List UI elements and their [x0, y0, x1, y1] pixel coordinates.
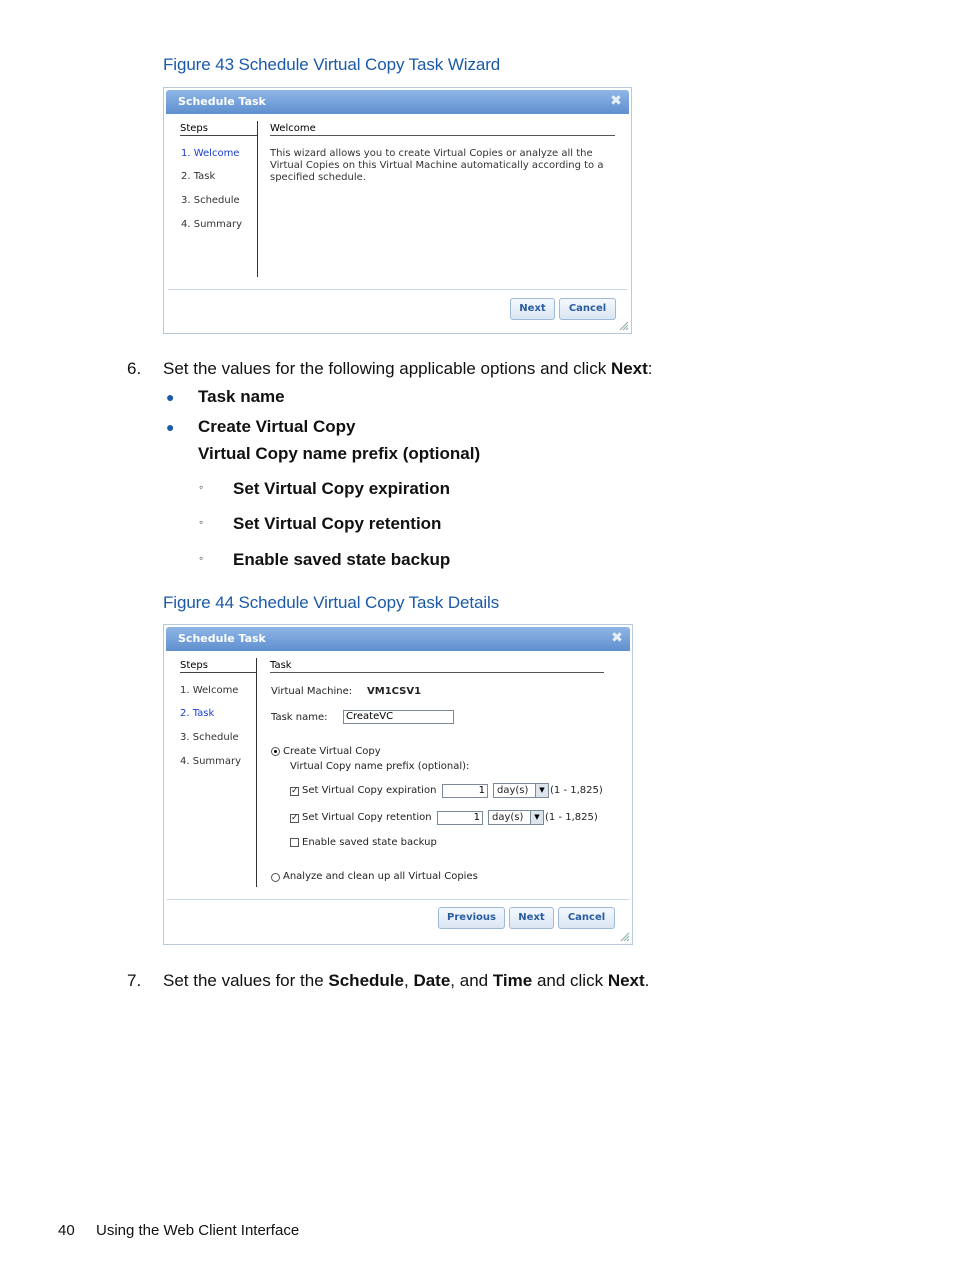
close-icon[interactable]: ✖: [610, 93, 622, 109]
previous-button[interactable]: Previous: [438, 907, 505, 929]
panel-header: Task: [270, 660, 604, 673]
step-7-number: 7.: [127, 971, 142, 990]
sub-expiration-text: Set Virtual Copy expiration: [233, 479, 450, 498]
dialog-title: Schedule Task: [178, 95, 266, 108]
footer-section: Using the Web Client Interface: [96, 1222, 300, 1239]
bullet-icon: ●: [166, 419, 175, 435]
welcome-text-line2: Virtual Copies on this Virtual Machine automatically according to a: [270, 160, 604, 171]
steps-header: Steps: [180, 660, 256, 673]
expiration-checkbox[interactable]: ✓: [291, 786, 299, 796]
cancel-button[interactable]: Cancel: [558, 907, 615, 929]
vm-label: Virtual Machine:: [271, 686, 353, 697]
step-task[interactable]: 2. Task: [180, 708, 215, 719]
step-welcome[interactable]: 1. Welcome: [180, 685, 239, 696]
resize-grip-icon[interactable]: [619, 321, 629, 331]
schedule-task-dialog-welcome: [163, 87, 632, 334]
step-welcome[interactable]: 1. Welcome: [181, 148, 240, 159]
bullet-task-name-text: Task name: [198, 387, 285, 406]
step-6-next: Next: [610, 359, 648, 378]
vm-value: VM1CSV1: [367, 686, 422, 697]
task-name-label: Task name:: [271, 712, 328, 723]
dropdown-arrow-icon[interactable]: ▼: [530, 811, 543, 824]
create-vc-radio[interactable]: [271, 747, 280, 756]
task-name-input[interactable]: CreateVC: [343, 710, 454, 724]
footer-divider: [168, 289, 627, 290]
steps-divider: [257, 121, 258, 277]
next-button[interactable]: Next: [510, 298, 555, 320]
bullet-icon: ●: [166, 389, 175, 405]
expiration-unit-select[interactable]: [493, 783, 549, 798]
close-icon[interactable]: ✖: [611, 630, 623, 646]
step-schedule[interactable]: 3. Schedule: [181, 195, 240, 206]
sub-retention: [233, 514, 441, 534]
expiration-input[interactable]: 1: [442, 784, 488, 798]
bullet-create-vc: [198, 417, 355, 437]
step-7-schedule: Schedule: [328, 971, 404, 990]
retention-range: (1 - 1,825): [545, 812, 598, 823]
bullet-create-vc-sub-text: Virtual Copy name prefix (optional): [198, 444, 481, 463]
steps-header: Steps: [180, 123, 257, 136]
expiration-range: (1 - 1,825): [550, 785, 603, 796]
step-summary[interactable]: 4. Summary: [180, 756, 242, 767]
panel-header: Welcome: [270, 123, 615, 136]
bullet-create-vc-text: Create Virtual Copy: [198, 417, 356, 436]
create-vc-label: Create Virtual Copy: [283, 746, 381, 757]
circle-bullet-icon: ◦: [199, 515, 204, 529]
step-task[interactable]: 2. Task: [181, 171, 216, 182]
bullet-create-vc-sub: [198, 444, 480, 464]
figure-44-caption: Figure 44 Schedule Virtual Copy Task Details: [163, 593, 500, 612]
sub-saved-state: [233, 550, 450, 570]
saved-state-checkbox[interactable]: [290, 838, 299, 847]
retention-input[interactable]: 1: [437, 811, 483, 825]
step-6-number: 6.: [127, 359, 142, 378]
footer-divider: [167, 899, 629, 900]
retention-label: Set Virtual Copy retention: [302, 812, 432, 823]
step-6-prefix: Set the values for the following applicable options and click: [163, 359, 611, 378]
circle-bullet-icon: ◦: [199, 480, 204, 494]
schedule-task-dialog-task: [163, 624, 633, 945]
retention-checkbox[interactable]: ✓: [291, 813, 299, 823]
step-7-t1: Set the values for the: [163, 971, 329, 990]
step-summary[interactable]: 4. Summary: [181, 219, 243, 230]
step-schedule[interactable]: 3. Schedule: [180, 732, 239, 743]
retention-unit-value: day(s): [492, 812, 524, 823]
expiration-label: Set Virtual Copy expiration: [302, 785, 437, 796]
next-button[interactable]: Next: [509, 907, 554, 929]
sub-expiration: [233, 479, 450, 499]
step-7-time: Time: [492, 971, 533, 990]
step-7-t5: .: [644, 971, 650, 990]
circle-bullet-icon: ◦: [199, 551, 204, 565]
sub-saved-state-text: Enable saved state backup: [233, 550, 451, 569]
analyze-label: Analyze and clean up all Virtual Copies: [283, 871, 478, 882]
dropdown-arrow-icon[interactable]: ▼: [535, 784, 548, 797]
sub-retention-text: Set Virtual Copy retention: [233, 514, 442, 533]
bullet-task-name: [198, 387, 285, 407]
figure-43-caption: Figure 43 Schedule Virtual Copy Task Wizard: [163, 55, 501, 74]
step-7-text: [163, 971, 649, 991]
step-6-text: [163, 359, 653, 379]
step-7-t4: and click: [532, 971, 608, 990]
step-7-date: Date: [413, 971, 451, 990]
step-7-t2: ,: [403, 971, 414, 990]
step-7-next: Next: [607, 971, 645, 990]
resize-grip-icon[interactable]: [620, 932, 630, 942]
cancel-button[interactable]: Cancel: [559, 298, 616, 320]
prefix-label: Virtual Copy name prefix (optional):: [290, 761, 470, 772]
welcome-text-line1: This wizard allows you to create Virtual Copies or analyze all the: [270, 148, 593, 159]
step-6-suffix: :: [647, 359, 653, 378]
step-7-t3: , and: [450, 971, 493, 990]
page-number: 40: [58, 1222, 75, 1239]
expiration-unit-value: day(s): [497, 785, 529, 796]
steps-divider: [256, 658, 257, 887]
welcome-text-line3: specified schedule.: [270, 172, 366, 183]
dialog-titlebar: [166, 627, 630, 651]
dialog-titlebar: [166, 90, 629, 114]
saved-state-label: Enable saved state backup: [302, 837, 437, 848]
retention-unit-select[interactable]: [488, 810, 544, 825]
analyze-radio[interactable]: [271, 873, 280, 882]
dialog-title: Schedule Task: [178, 632, 266, 645]
